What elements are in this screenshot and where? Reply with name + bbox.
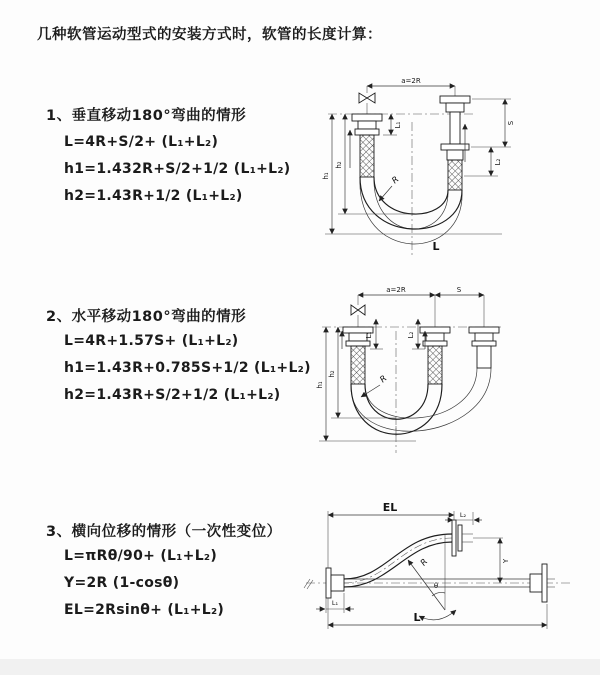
dimension-l2	[407, 319, 425, 349]
figure-horizontal-180-bend	[312, 283, 594, 465]
dim-label-l2: L₂	[407, 331, 415, 339]
radius-label: R	[418, 557, 431, 569]
dimension-y	[500, 538, 510, 583]
valve-icon	[359, 86, 375, 114]
dimension-l2	[445, 511, 482, 525]
page-bottom-margin	[0, 659, 600, 675]
formula-line: Y=2R (1-cosθ)	[64, 575, 180, 591]
radius-callout	[408, 534, 445, 610]
dim-label-s: S	[507, 120, 515, 126]
left-flange	[326, 568, 344, 598]
page-title: 几种软管运动型式的安装方式时，软管的长度计算：	[37, 27, 382, 43]
length-label: L	[432, 240, 440, 253]
dim-label-h2: h₂	[328, 370, 336, 378]
right-pipe-fitting	[440, 86, 470, 190]
section-2-heading: 2、水平移动180°弯曲的情形	[46, 309, 247, 325]
radius-callout	[379, 175, 401, 201]
angle-callout	[419, 582, 456, 620]
dim-label-l1: L₁	[365, 331, 373, 339]
formula-line: h1=1.432R+S/2+1/2 (L₁+L₂)	[64, 161, 291, 177]
formula-line: L=πRθ/90+ (L₁+L₂)	[64, 548, 218, 564]
y-label: Y	[502, 558, 510, 564]
figure-vertical-180-bend	[312, 72, 594, 264]
dimension-l1	[383, 114, 402, 135]
dim-label-l1: L₁	[394, 121, 402, 129]
hose-initial-position	[351, 384, 442, 434]
dimension-a2r	[358, 286, 435, 295]
dim-label-h2: h₂	[335, 161, 343, 169]
valve-icon	[351, 295, 365, 327]
dim-label-h1: h₁	[316, 381, 324, 389]
figure-lateral-displacement	[302, 498, 598, 650]
formula-line: h2=1.43R+1/2 (L₁+L₂)	[64, 188, 243, 204]
dimension-s	[435, 286, 484, 295]
hose-moved-position	[351, 368, 491, 431]
dim-label-s: S	[456, 286, 462, 294]
dim-label-h1: h₁	[322, 172, 330, 180]
angle-label: θ	[433, 582, 439, 590]
dimension-l	[328, 598, 547, 629]
dimension-a2r	[367, 77, 455, 86]
moved-pipe-fitting	[469, 295, 499, 368]
radius-label: R	[378, 373, 390, 386]
dimension-s	[471, 99, 515, 147]
formula-line: h2=1.43R+S/2+1/2 (L₁+L₂)	[64, 387, 281, 403]
section-1-heading: 1、垂直移动180°弯曲的情形	[46, 108, 247, 124]
middle-pipe-fitting	[420, 295, 450, 384]
formula-line: EL=2Rsinθ+ (L₁+L₂)	[64, 602, 225, 618]
left-pipe-fitting	[352, 114, 382, 177]
formula-line: h1=1.43R+0.785S+1/2 (L₁+L₂)	[64, 360, 311, 376]
upper-right-flange	[452, 520, 503, 556]
dim-label-l2: L₂	[494, 158, 502, 166]
dimension-el	[328, 501, 454, 568]
dim-label-l1: L₁	[331, 599, 339, 607]
dim-label-a2r: a=2R	[386, 286, 406, 294]
el-label: EL	[382, 501, 398, 514]
dim-label-l2: L₂	[459, 511, 467, 519]
length-label: L	[413, 611, 421, 624]
radius-label: R	[390, 174, 402, 187]
formula-line: L=4R+S/2+ (L₁+L₂)	[64, 134, 219, 150]
section-3-heading: 3、横向位移的情形（一次性变位）	[46, 524, 282, 540]
dimension-l1	[316, 593, 354, 613]
dimension-l2	[464, 147, 502, 176]
dim-label-a2r: a=2R	[401, 77, 421, 85]
formula-line: L=4R+1.57S+ (L₁+L₂)	[64, 333, 239, 349]
